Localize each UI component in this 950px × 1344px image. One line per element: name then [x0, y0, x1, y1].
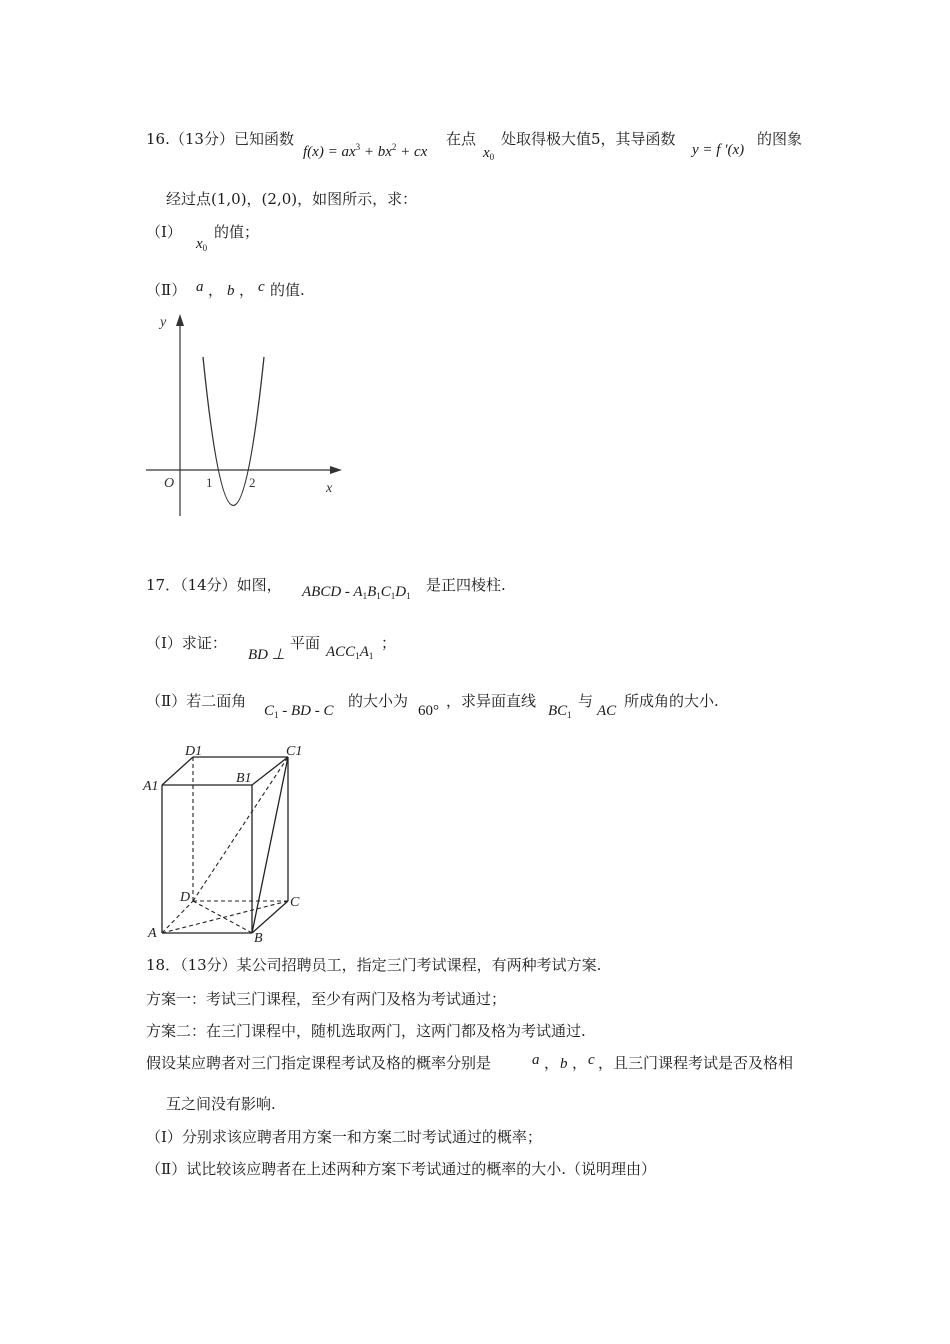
q16-var-a: a [196, 279, 204, 295]
q16-part2-tail: 的值. [270, 281, 305, 299]
q16-part1-x0: $x_0$ [196, 236, 208, 253]
y-axis-label: y [160, 315, 167, 330]
q16-line2: 经过点(1,0)，(2,0)，如图所示，求： [166, 190, 418, 208]
q16-var-b: b [227, 283, 235, 299]
label-c1: C1 [286, 744, 303, 759]
label-d1: D1 [185, 744, 203, 759]
q17-semicolon: ； [381, 634, 397, 652]
x-axis-arrow [330, 466, 342, 474]
edge-a1d1 [162, 757, 193, 785]
x-axis-label: x [326, 481, 333, 496]
q16-comma: ， [239, 281, 255, 299]
q17-size-is: 的大小为 [348, 692, 409, 710]
q16-graph-word: 的图象 [757, 130, 803, 148]
q17-find-text: ，求异面直线 [446, 692, 537, 710]
q17-bd-perp: BD ⊥ [248, 647, 285, 663]
q16-at-point: 在点 [446, 130, 477, 148]
edge-bd [193, 901, 252, 933]
label-c: C [290, 895, 300, 910]
label-b1: B1 [236, 771, 252, 786]
q17-tail: 是正四棱柱. [426, 576, 506, 594]
q18-comma: ， [572, 1054, 588, 1072]
q17-part2-number: （Ⅱ）若二面角 [146, 692, 247, 710]
q16-extreme-text: 处取得极大值5，其导函数 [501, 130, 676, 148]
edge-ad [162, 901, 193, 933]
tick-1-label: 1 [206, 475, 213, 490]
q18-var-b: b [560, 1056, 568, 1072]
q17-angle-value: 60° [418, 703, 439, 719]
tick-2-label: 2 [249, 475, 256, 490]
q16-comma: ， [208, 281, 224, 299]
q16-part2-number: （Ⅱ） [146, 281, 187, 299]
q18-plan1: 方案一：考试三门课程，至少有两门及格为考试通过； [146, 990, 507, 1008]
q17-dihedral: $C_1$ - BD - C [264, 703, 334, 720]
q17-part2-tail: 所成角的大小. [624, 692, 719, 710]
q17-and: 与 [578, 692, 594, 710]
q18-assume-tail: ，且三门课程考试是否及格相 [598, 1054, 794, 1072]
q18-part1: （Ⅰ）分别求该应聘者用方案一和方案二时考试通过的概率； [146, 1128, 542, 1146]
q18-var-a: a [532, 1052, 540, 1068]
q16-var-c: c [258, 279, 265, 295]
q18-heading: 18．（13分）某公司招聘员工，指定三门考试课程，有两种考试方案. [146, 956, 602, 974]
q17-intro: 17．（14分）如图， [146, 576, 282, 594]
q18-var-c: c [588, 1052, 595, 1068]
q18-part2: （Ⅱ）试比较该应聘者在上述两种方案下考试通过的概率的大小.（说明理由） [146, 1160, 656, 1178]
q18-assume-text: 假设某应聘者对三门指定课程考试及格的概率分别是 [146, 1054, 492, 1072]
origin-label: O [164, 476, 175, 491]
q16-part1-tail: 的值； [214, 223, 260, 241]
q18-comma: ， [544, 1054, 560, 1072]
derivative-graph [140, 306, 350, 546]
y-axis-arrow [176, 314, 184, 326]
q17-bc1: $BC_1$ [548, 703, 572, 720]
q18-plan2: 方案二：在三门课程中，随机选取两门，这两门都及格为考试通过. [146, 1022, 586, 1040]
q17-plane-word: 平面 [290, 634, 321, 652]
q16-intro: 16.（13分）已知函数 [146, 130, 294, 148]
q17-part1-number: （Ⅰ）求证： [146, 634, 227, 652]
q18-assume-line2: 互之间没有影响. [166, 1095, 276, 1113]
q16-x0: $x_0$ [483, 145, 495, 162]
q17-ac: AC [597, 703, 617, 719]
label-a1: A1 [143, 779, 159, 794]
q17-plane-acc1a1: $ACC_1A_1$ [326, 644, 374, 661]
prism-figure [140, 738, 320, 948]
q16-function: $f(x) = ax^3 + bx^2$ + cx [303, 142, 428, 160]
label-b: B [254, 931, 263, 946]
label-d: D [180, 890, 191, 905]
q16-part1-number: （Ⅰ） [146, 223, 182, 241]
q17-prism: ABCD - $A_1B_1C_1D_1$ [302, 584, 411, 601]
label-a: A [148, 926, 157, 941]
q16-derivative: y = f ′(x) [692, 142, 745, 158]
